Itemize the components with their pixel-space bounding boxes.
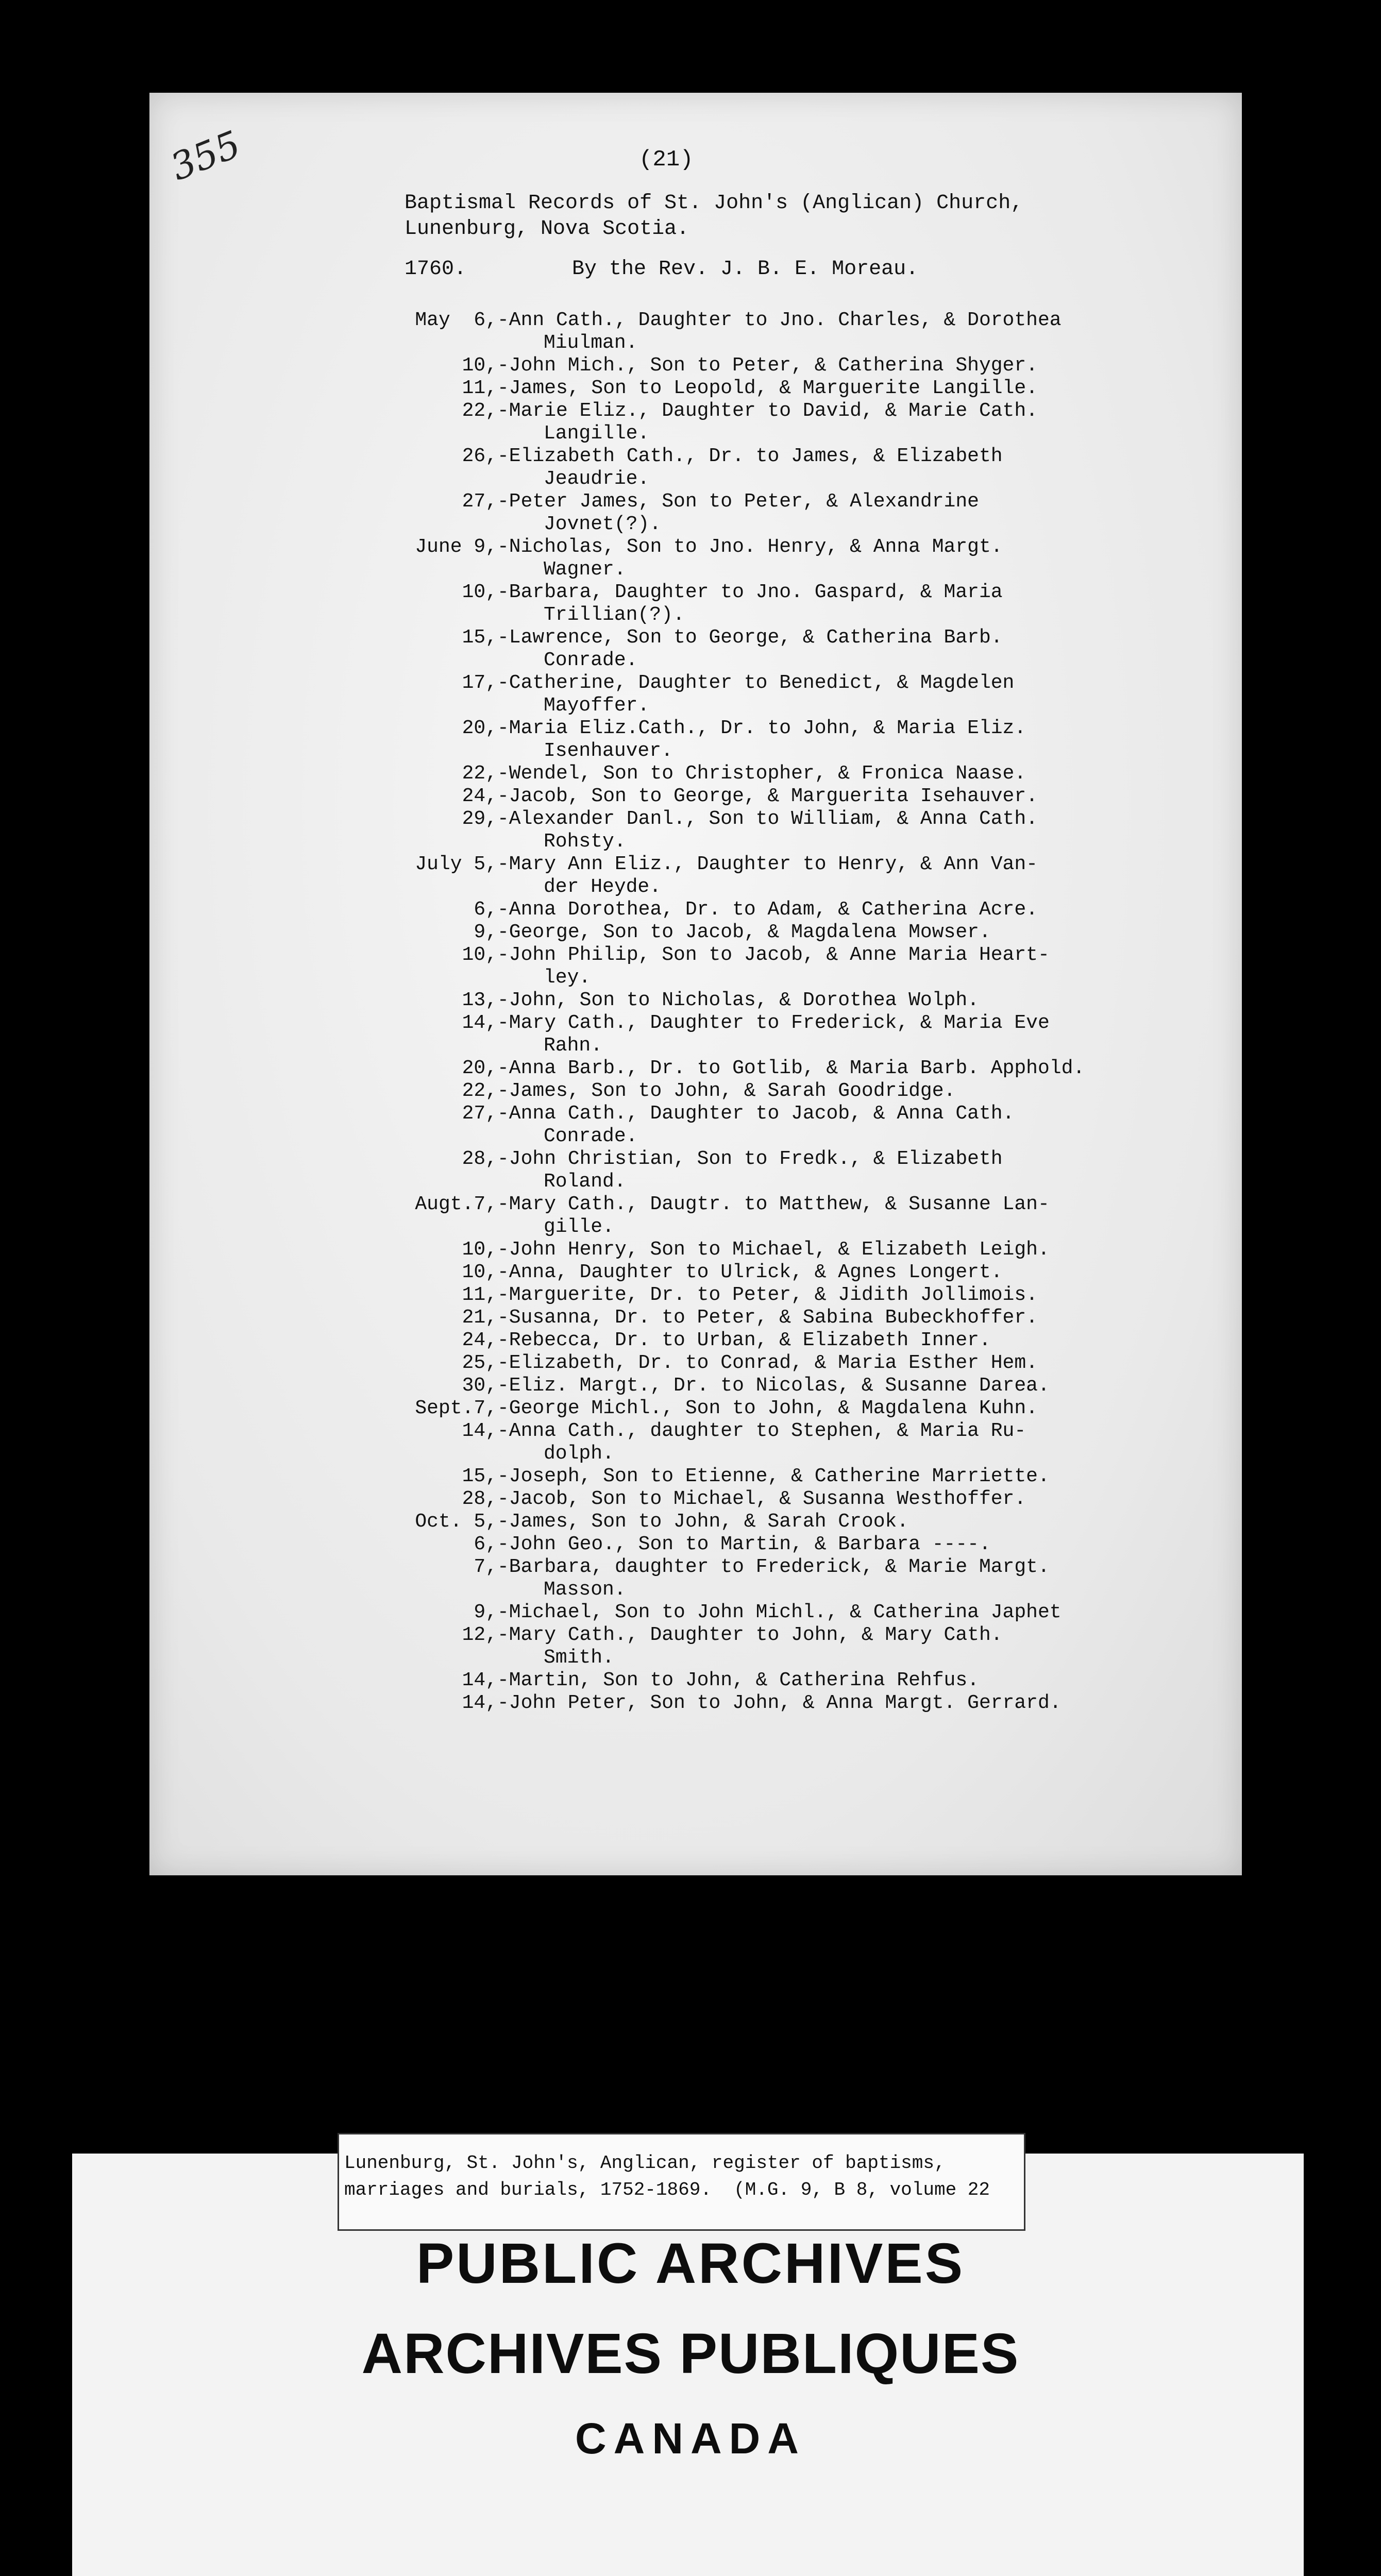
baptism-entry — [405, 1057, 1229, 1080]
entry-text: -Wendel, Son to Christopher, & Fronica Naase. — [497, 762, 1026, 785]
entry-date: 13, — [462, 989, 497, 1011]
year: 1760. — [405, 258, 467, 281]
entry-text: -Jacob, Son to Michael, & Susanna Westhoffer. — [497, 1488, 1026, 1510]
entry-text: -Michael, Son to John Michl., & Catherina Japhet — [497, 1601, 1062, 1623]
entry-text: -George, Son to Jacob, & Magdalena Mowser. — [497, 921, 991, 943]
card-label — [338, 2133, 1025, 2231]
baptism-entry — [405, 400, 1229, 445]
entry-text: -Maria Eliz.Cath., Dr. to John, & Maria Eliz. — [497, 717, 1026, 739]
entry-text: -Alexander Danl., Son to William, & Anna Cath. — [497, 808, 1038, 830]
card-label-line-2: marriages and burials, 1752-1869. (M.G. 9, B 8, volume 22 — [344, 2179, 990, 2200]
baptism-entry — [405, 1239, 1229, 1261]
year-line — [405, 258, 919, 281]
entry-date: 24, — [462, 785, 497, 807]
baptism-entry — [405, 1397, 1229, 1420]
entry-date: May 6, — [415, 309, 497, 331]
entry-continuation: Miulman. — [544, 332, 638, 354]
entry-date: 11, — [462, 377, 497, 399]
entry-text: -Anna Cath., daughter to Stephen, & Maria Ru- — [497, 1420, 1026, 1442]
entry-text: -Marie Eliz., Daughter to David, & Marie Cath. — [497, 400, 1038, 422]
entry-continuation: Conrade. — [544, 1125, 638, 1147]
entry-continuation: gille. — [544, 1216, 614, 1238]
entry-text: -John, Son to Nicholas, & Dorothea Wolph. — [497, 989, 979, 1011]
entry-date: 7, — [474, 1556, 497, 1578]
entry-text: -John Mich., Son to Peter, & Catherina Shyger. — [497, 354, 1038, 377]
entry-date: 30, — [462, 1375, 497, 1397]
entry-date: June 9, — [415, 536, 497, 558]
baptism-entry — [405, 1375, 1229, 1397]
entry-date: 9, — [474, 1601, 497, 1623]
entry-text: -Barbara, daughter to Frederick, & Marie Margt. — [497, 1556, 1050, 1578]
entry-date: 15, — [462, 626, 497, 649]
entry-continuation: Smith. — [544, 1647, 614, 1669]
title-public-archives: PUBLIC ARCHIVES — [416, 2232, 965, 2295]
baptism-entry — [405, 853, 1229, 899]
document-heading — [405, 191, 1023, 242]
baptism-entry — [405, 490, 1229, 536]
entry-continuation: Roland. — [544, 1171, 626, 1193]
entry-date: 14, — [462, 1012, 497, 1034]
entry-continuation: Jeaudrie. — [544, 468, 650, 490]
heading-line-1: Baptismal Records of St. John's (Anglican) Church, — [405, 192, 1023, 215]
baptism-entry — [405, 1193, 1229, 1239]
entry-text: -Joseph, Son to Etienne, & Catherine Marriette. — [497, 1465, 1050, 1487]
entry-text: -Elizabeth Cath., Dr. to James, & Elizabeth — [497, 445, 1003, 467]
entry-date: 20, — [462, 1057, 497, 1079]
baptism-entry — [405, 1012, 1229, 1057]
entry-text: -Jacob, Son to George, & Marguerita Isehauver. — [497, 785, 1038, 807]
heading-line-2: Lunenburg, Nova Scotia. — [405, 217, 689, 241]
card-label-line-1: Lunenburg, St. John's, Anglican, register of baptisms, — [344, 2153, 946, 2174]
entry-text: -Barbara, Daughter to Jno. Gaspard, & Maria — [497, 581, 1003, 603]
entry-text: -Anna Cath., Daughter to Jacob, & Anna Cath. — [497, 1103, 1015, 1125]
entry-date: 28, — [462, 1488, 497, 1510]
entry-date: Oct. 5, — [415, 1511, 497, 1533]
entry-continuation: Mayoffer. — [544, 694, 650, 717]
entry-text: -Lawrence, Son to George, & Catherina Barb. — [497, 626, 1003, 649]
entry-continuation: Jovnet(?). — [544, 513, 662, 535]
entry-continuation: Langille. — [544, 422, 650, 445]
entry-continuation: Rahn. — [544, 1035, 603, 1057]
baptism-entry — [405, 1556, 1229, 1601]
baptism-entry — [405, 1261, 1229, 1284]
entry-date: 14, — [462, 1692, 497, 1714]
entry-text: -Ann Cath., Daughter to Jno. Charles, & Dorothea — [497, 309, 1062, 331]
entry-date: 10, — [462, 1239, 497, 1261]
baptism-entry — [405, 672, 1229, 717]
baptism-entry — [405, 921, 1229, 944]
baptism-entry — [405, 989, 1229, 1012]
entry-text: -John Christian, Son to Fredk., & Elizabeth — [497, 1148, 1003, 1170]
baptism-entry — [405, 1307, 1229, 1329]
title-archives-publiques: ARCHIVES PUBLIQUES — [361, 2322, 1020, 2385]
entry-date: 27, — [462, 1103, 497, 1125]
entry-text: -Mary Cath., Daugtr. to Matthew, & Susanne Lan- — [497, 1193, 1050, 1215]
baptism-entry — [405, 1601, 1229, 1624]
entry-date: 26, — [462, 445, 497, 467]
entry-text: -Rebecca, Dr. to Urban, & Elizabeth Inner. — [497, 1329, 991, 1351]
entry-text: -James, Son to John, & Sarah Crook. — [497, 1511, 909, 1533]
baptism-entry — [405, 1488, 1229, 1511]
entry-date: 12, — [462, 1624, 497, 1646]
entry-date: Augt.7, — [415, 1193, 497, 1215]
entry-date: 27, — [462, 490, 497, 513]
entry-text: -Mary Ann Eliz., Daughter to Henry, & Ann Van- — [497, 853, 1038, 875]
baptism-entry — [405, 1465, 1229, 1488]
baptism-entry — [405, 1352, 1229, 1375]
author-line: By the Rev. J. B. E. Moreau. — [572, 258, 919, 281]
entry-continuation: dolph. — [544, 1443, 614, 1465]
baptism-entry — [405, 536, 1229, 581]
baptism-entry — [405, 1692, 1229, 1715]
entry-text: -Susanna, Dr. to Peter, & Sabina Bubeckhoffer. — [497, 1307, 1038, 1329]
baptism-entry — [405, 899, 1229, 921]
entry-text: -Mary Cath., Daughter to John, & Mary Cath. — [497, 1624, 1003, 1646]
baptism-entry — [405, 944, 1229, 989]
title-canada: CANADA — [575, 2414, 806, 2463]
baptism-entry — [405, 785, 1229, 808]
entry-continuation: Isenhauver. — [544, 740, 673, 762]
entry-text: -Mary Cath., Daughter to Frederick, & Maria Eve — [497, 1012, 1050, 1034]
baptism-entry — [405, 581, 1229, 626]
page-number: (21) — [639, 147, 694, 173]
entry-date: 10, — [462, 944, 497, 966]
entry-text: -John Philip, Son to Jacob, & Anne Maria Heart- — [497, 944, 1050, 966]
baptism-entry — [405, 1329, 1229, 1352]
baptism-entry — [405, 1284, 1229, 1307]
handwritten-page-number: 355 — [164, 122, 247, 189]
baptism-entry — [405, 1080, 1229, 1103]
entry-date: 20, — [462, 717, 497, 739]
entry-date: 22, — [462, 400, 497, 422]
entry-date: Sept.7, — [415, 1397, 497, 1419]
baptism-entry — [405, 1103, 1229, 1148]
entry-date: 29, — [462, 808, 497, 830]
entry-text: -Anna, Daughter to Ulrick, & Agnes Longert. — [497, 1261, 1003, 1283]
baptism-entries — [405, 309, 1229, 1715]
entry-text: -Martin, Son to John, & Catherina Rehfus. — [497, 1669, 979, 1691]
entry-date: July 5, — [415, 853, 497, 875]
entry-date: 10, — [462, 1261, 497, 1283]
baptism-entry — [405, 309, 1229, 354]
entry-text: -Elizabeth, Dr. to Conrad, & Maria Esther Hem. — [497, 1352, 1038, 1374]
entry-text: -Nicholas, Son to Jno. Henry, & Anna Margt. — [497, 536, 1003, 558]
entry-text: -John Henry, Son to Michael, & Elizabeth Leigh. — [497, 1239, 1050, 1261]
baptism-entry — [405, 1420, 1229, 1465]
entry-date: 14, — [462, 1420, 497, 1442]
baptism-entry — [405, 445, 1229, 490]
entry-date: 6, — [474, 899, 497, 921]
entry-continuation: Conrade. — [544, 649, 638, 671]
entry-date: 6, — [474, 1533, 497, 1555]
baptism-entry — [405, 626, 1229, 672]
entry-text: -George Michl., Son to John, & Magdalena Kuhn. — [497, 1397, 1038, 1419]
entry-text: -Catherine, Daughter to Benedict, & Magdelen — [497, 672, 1015, 694]
entry-text: -James, Son to John, & Sarah Goodridge. — [497, 1080, 956, 1102]
entry-text: -Peter James, Son to Peter, & Alexandrine — [497, 490, 979, 513]
baptism-entry — [405, 1669, 1229, 1692]
entry-date: 22, — [462, 1080, 497, 1102]
entry-date: 14, — [462, 1669, 497, 1691]
baptism-entry — [405, 1148, 1229, 1193]
baptism-entry — [405, 808, 1229, 853]
entry-text: -John Geo., Son to Martin, & Barbara ----. — [497, 1533, 991, 1555]
baptism-entry — [405, 717, 1229, 762]
baptism-entry — [405, 762, 1229, 785]
entry-text: -Anna Barb., Dr. to Gotlib, & Maria Barb. Apphold. — [497, 1057, 1085, 1079]
entry-text: -John Peter, Son to John, & Anna Margt. Gerrard. — [497, 1692, 1062, 1714]
entry-continuation: der Heyde. — [544, 876, 662, 898]
entry-date: 28, — [462, 1148, 497, 1170]
baptism-entry — [405, 1624, 1229, 1669]
baptism-entry — [405, 354, 1229, 377]
entry-continuation: Rohsty. — [544, 831, 626, 853]
entry-date: 21, — [462, 1307, 497, 1329]
entry-date: 15, — [462, 1465, 497, 1487]
entry-continuation: Wagner. — [544, 558, 626, 581]
entry-text: -Eliz. Margt., Dr. to Nicolas, & Susanne Darea. — [497, 1375, 1050, 1397]
entry-date: 9, — [474, 921, 497, 943]
entry-date: 22, — [462, 762, 497, 785]
entry-continuation: Masson. — [544, 1579, 626, 1601]
entry-date: 17, — [462, 672, 497, 694]
entry-text: -James, Son to Leopold, & Marguerite Langille. — [497, 377, 1038, 399]
entry-date: 10, — [462, 354, 497, 377]
baptism-entry — [405, 377, 1229, 400]
baptism-entry — [405, 1533, 1229, 1556]
entry-continuation: Trillian(?). — [544, 604, 685, 626]
entry-continuation: ley. — [544, 967, 591, 989]
entry-date: 10, — [462, 581, 497, 603]
entry-text: -Marguerite, Dr. to Peter, & Jidith Jollimois. — [497, 1284, 1038, 1306]
entry-text: -Anna Dorothea, Dr. to Adam, & Catherina Acre. — [497, 899, 1038, 921]
entry-date: 25, — [462, 1352, 497, 1374]
entry-date: 24, — [462, 1329, 497, 1351]
baptism-entry — [405, 1511, 1229, 1533]
entry-date: 11, — [462, 1284, 497, 1306]
